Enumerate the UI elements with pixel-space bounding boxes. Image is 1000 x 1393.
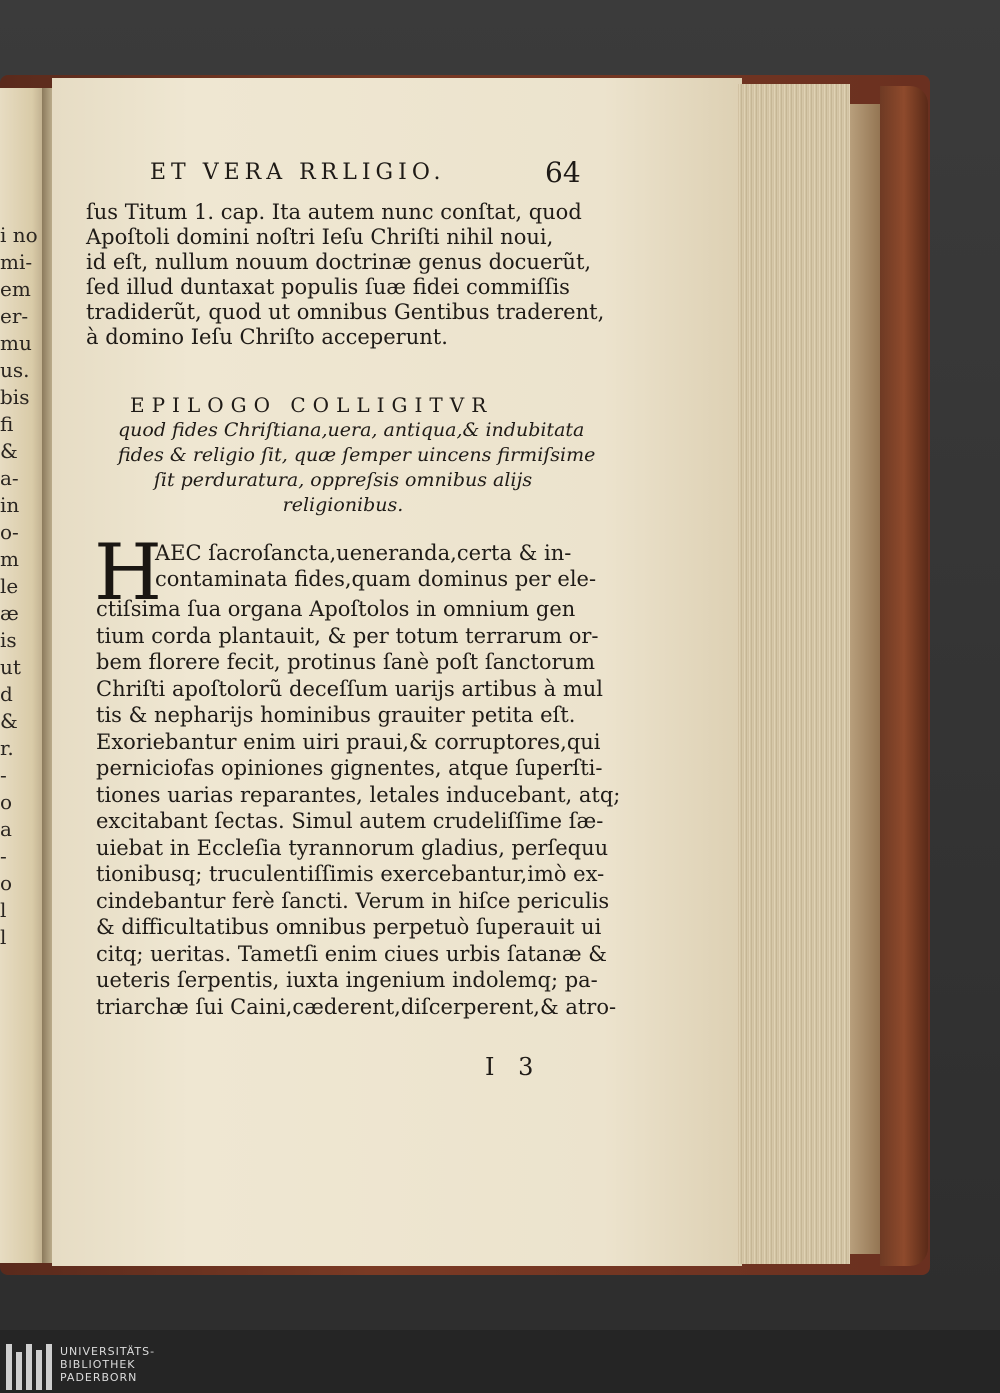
running-head: ET VERA RRLIGIO. (150, 160, 446, 185)
text-line: & difficultatibus omnibus perpetuò ſuperauit ui (96, 915, 602, 939)
left-fragment: r. (0, 736, 14, 760)
section-heading: EPILOGO COLLIGITVR (130, 393, 494, 417)
page-number: 64 (545, 156, 581, 189)
text-line: excitabant ſectas. Simul autem crudeliſſime ſæ- (96, 809, 604, 833)
text-line: triarchæ ſui Caini,cæderent,diſcerperent,& atro- (96, 994, 617, 1019)
subheading-line: ſit perduratura, oppreſsis omnibus alijs (153, 469, 533, 491)
library-logo-icon (6, 1344, 52, 1390)
left-fragment: & (0, 709, 18, 733)
text-line: tionibusq; truculentiſſimis exercebantur,imò ex- (96, 862, 605, 886)
text-line: ctiſsima ſua organa Apoſtolos in omnium gen (96, 597, 576, 621)
page-edges (738, 84, 850, 1264)
body-text (96, 596, 621, 1020)
left-fragment: o- (0, 520, 19, 544)
library-name-line: UNIVERSITÄTS- (60, 1345, 156, 1358)
left-fragment: d (0, 682, 13, 706)
text-line: citq; ueritas. Tametſi enim ciues urbis ſatanæ & (96, 941, 607, 966)
text-line: cindebantur ferè ſancti. Verum in hiſce periculis (96, 888, 610, 913)
text-line: uiebat in Eccleſia tyrannorum gladius, perſequu (96, 835, 609, 860)
left-fragment: o (0, 871, 13, 895)
text-line: tis & nepharijs hominibus grauiter petita eſt. (96, 703, 576, 727)
left-fragment: er- (0, 304, 29, 328)
text-line: ueteris ſerpentis, iuxta ingenium indolemq; pa- (96, 968, 598, 992)
text-line: Apoſtoli domini noſtri Ieſu Chriſti nihil noui, (86, 225, 554, 249)
text-line: AEC ſacroſancta,ueneranda,certa & in- (155, 541, 572, 565)
text-line: tradiderũt, quod ut omnibus Gentibus traderent, (86, 300, 605, 324)
left-fragment: mu (0, 331, 32, 355)
library-name (60, 1345, 155, 1384)
text-line: tium corda plantauit, & per totum terrarum or- (96, 623, 599, 648)
left-fragment: in (0, 493, 20, 517)
section-subheading (118, 418, 596, 518)
left-fragment: m (0, 547, 19, 571)
text-line: bem florere fecit, protinus ſanè poſt ſanctorum (96, 650, 595, 674)
text-line: tiones uarias reparantes, letales inducebant, atq; (96, 782, 621, 807)
signature-mark: I 3 (485, 1053, 542, 1081)
left-fragment: le (0, 574, 19, 598)
left-fragment: - (0, 763, 7, 787)
left-fragment: l (0, 898, 7, 922)
left-page (0, 88, 46, 1263)
text-line: Chriſti apoſtolorũ deceſſum uarijs artibus à mul (96, 676, 603, 701)
left-fragment: bis (0, 385, 30, 409)
left-fragment: us. (0, 358, 30, 382)
text-line: Exoriebantur enim uiri praui,& corruptores,qui (96, 729, 601, 754)
left-fragment: a (0, 817, 12, 841)
left-fragment: o (0, 790, 13, 814)
text-line: ſed illud duntaxat populis ſuæ fidei commiſſis (86, 275, 570, 299)
text-line: id eſt, nullum nouum doctrinæ genus docuerũt, (86, 250, 592, 274)
text-line: contaminata fides,quam dominus per ele- (155, 567, 597, 591)
left-fragment: fi (0, 412, 14, 436)
text-line: à domino Ieſu Chriſto acceperunt. (86, 325, 448, 349)
left-fragment: em (0, 277, 31, 301)
library-name-line: PADERBORN (60, 1371, 138, 1384)
left-fragment: is (0, 628, 17, 652)
subheading-line: quod fides Chriſtiana,uera, antiqua,& indubitata (118, 419, 585, 441)
left-fragment: mi- (0, 250, 33, 274)
left-fragment: l (0, 925, 7, 949)
lead-lines (155, 540, 596, 592)
subheading-line: fides & religio ſit, quæ ſemper uincens firmiſsime (118, 444, 596, 466)
library-name-line: BIBLIOTHEK (60, 1358, 136, 1371)
left-fragment: i no (0, 223, 38, 247)
text-line: perniciofas opiniones gignentes, atque ſuperſti- (96, 756, 603, 780)
opening-paragraph (86, 200, 605, 350)
left-fragment: a- (0, 466, 19, 490)
left-fragment: - (0, 844, 7, 868)
subheading-line: religionibus. (282, 494, 404, 516)
drop-cap: H (94, 528, 163, 618)
book-spine (880, 86, 928, 1266)
text-line: ſus Titum 1. cap. Ita autem nunc conſtat, quod (86, 200, 582, 224)
left-fragment: ut (0, 655, 21, 679)
left-fragment: & (0, 439, 18, 463)
left-fragment: æ (0, 601, 19, 625)
